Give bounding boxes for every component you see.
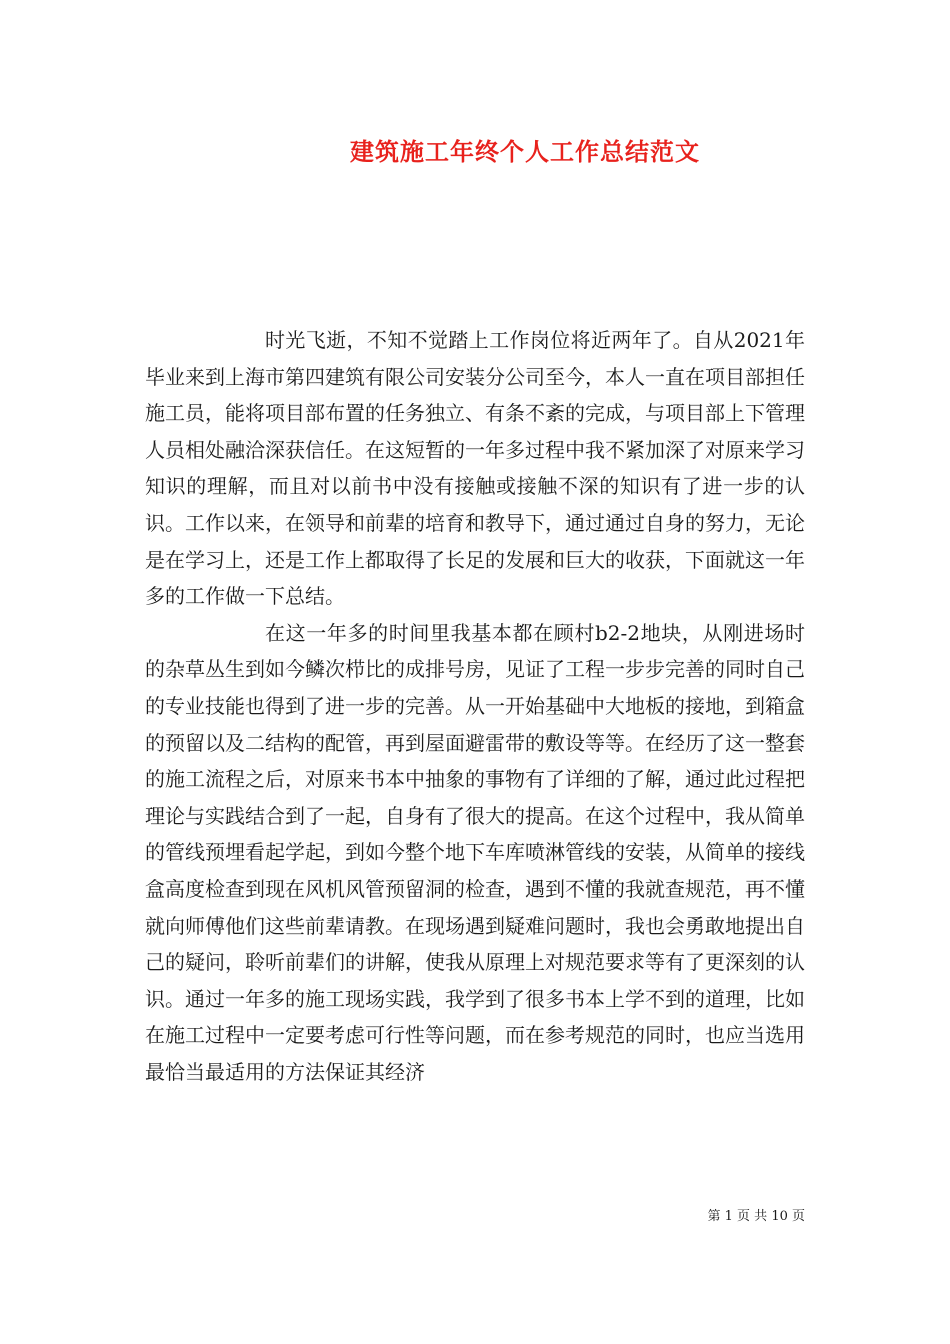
paragraph-1: 时光飞逝，不知不觉踏上工作岗位将近两年了。自从2021年毕业来到上海市第四建筑有限公司安装分公司至今，本人一直在项目部担任施工员，能将项目部布置的任务独立、有条不紊的完成，与项目部上下管理人员相处融洽深获信任。在这短暂的一年多过程中我不紧加深了对原来学习知识的理解，而且对以前书中没有接触或接触不深的知识有了进一步的认识。工作以来，在领导和前辈的培育和教导下，通过通过自身的努力，无论是在学习上，还是工作上都取得了长足的发展和巨大的收获，下面就这一年多的工作做一下总结。 bbox=[145, 328, 805, 609]
page-number: 第 1 页 共 10 页 bbox=[707, 1209, 805, 1224]
document-title: 建筑施工年终个人工作总结范文 bbox=[350, 137, 700, 166]
paragraph-2: 在这一年多的时间里我基本都在顾村b2-2地块，从刚进场时的杂草丛生到如今鳞次栉比的成排号房，见证了工程一步步完善的同时自己的专业技能也得到了进一步的完善。从一开始基础中大地板的接地，到箱盒的预留以及二结构的配管，再到屋面避雷带的敷设等等。在经历了这一整套的施工流程之后，对原来书本中抽象的事物有了详细的了解，通过此过程把理论与实践结合到了一起，自身有了很大的提高。在这个过程中，我从简单的管线预埋看起学起，到如今整个地下车库喷淋管线的安装，从简单的接线盒高度检查到现在风机风管预留洞的检查，遇到不懂的我就查规范，再不懂就向师傅他们这些前辈请教。在现场遇到疑难问题时，我也会勇敢地提出自己的疑问，聆听前辈们的讲解，使我从原理上对规范要求等有了更深刻的认识。通过一年多的施工现场实践，我学到了很多书本上学不到的道理，比如在施工过程中一定要考虑可行性等问题，而在参考规范的同时，也应当选用最恰当最适用的方法保证其经济 bbox=[145, 620, 805, 1084]
document-body bbox=[145, 322, 805, 1090]
